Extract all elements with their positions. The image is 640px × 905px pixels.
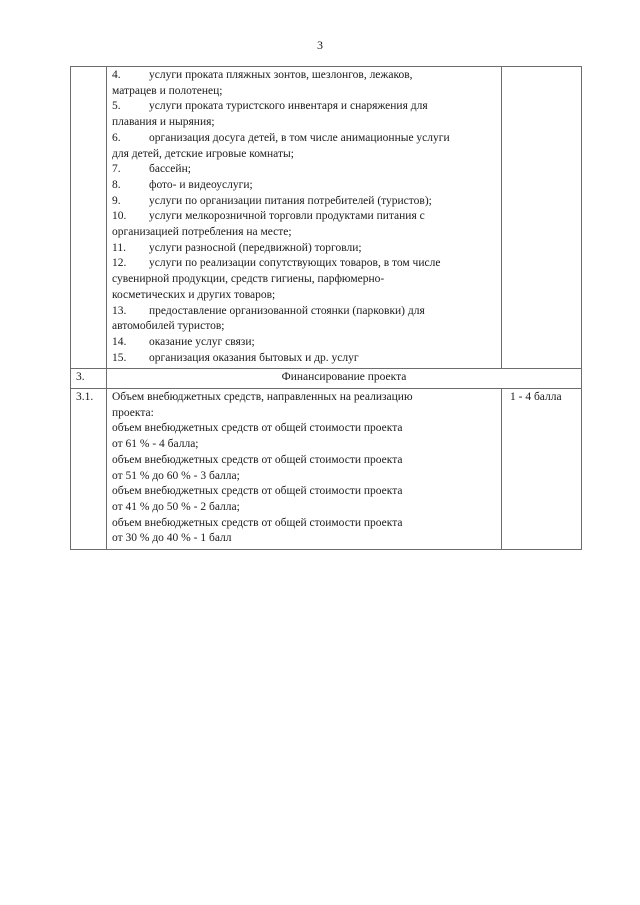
- criteria-table: [70, 66, 582, 550]
- section-title: Финансирование проекта: [107, 369, 582, 389]
- criterion-line: объем внебюджетных средств от общей стоимости проекта: [112, 453, 403, 466]
- item-text: организация оказания бытовых и др. услуг: [149, 351, 359, 364]
- list-item: [112, 209, 496, 240]
- criterion-line: объем внебюджетных средств от общей стоимости проекта: [112, 516, 403, 529]
- item-text-continuation: косметических и других товаров;: [112, 288, 276, 301]
- section-row: [71, 369, 582, 389]
- item-text: оказание услуг связи;: [149, 335, 255, 348]
- item-number: 8.: [112, 178, 121, 191]
- item-text-continuation: автомобилей туристов;: [112, 320, 225, 333]
- item-text: услуги по организации питания потребителей (туристов);: [149, 194, 432, 207]
- criterion-line: от 61 % - 4 балла;: [112, 438, 199, 451]
- item-text: услуги проката пляжных зонтов, шезлонгов, лежаков,: [149, 69, 413, 81]
- criterion-line: объем внебюджетных средств от общей стоимости проекта: [112, 422, 403, 435]
- item-text: услуги мелкорозничной торговли продуктами питания с: [149, 210, 425, 223]
- criterion-line: Объем внебюджетных средств, направленных на реализацию: [112, 391, 413, 404]
- item-number: 10.: [112, 210, 127, 223]
- list-item: [112, 131, 496, 162]
- list-item: [112, 68, 496, 99]
- item-text: услуги разносной (передвижной) торговли;: [149, 241, 362, 254]
- item-text-continuation: плавания и ныряния;: [112, 116, 215, 129]
- criterion-number: 3.1.: [71, 389, 107, 550]
- item-number: 9.: [112, 194, 121, 207]
- list-item: [112, 178, 496, 194]
- list-item: [112, 335, 496, 351]
- item-number: 7.: [112, 163, 121, 176]
- item-text: фото- и видеоуслуги;: [149, 178, 253, 191]
- page-number: 3: [317, 38, 323, 52]
- item-text-continuation: для детей, детские игровые комнаты;: [112, 147, 294, 160]
- list-item: [112, 351, 496, 367]
- item-number: 14.: [112, 335, 127, 348]
- item-text-continuation: сувенирной продукции, средств гигиены, парфюмерно-: [112, 273, 385, 286]
- item-number: 13.: [112, 304, 127, 317]
- criterion-line: от 30 % до 40 % - 1 балл: [112, 532, 232, 545]
- list-item: [112, 304, 496, 335]
- criterion-line: объем внебюджетных средств от общей стоимости проекта: [112, 485, 403, 498]
- item-text: организация досуга детей, в том числе анимационные услуги: [149, 131, 450, 144]
- list-item: [112, 241, 496, 257]
- item-text: бассейн;: [149, 163, 191, 176]
- item-text-continuation: матрацев и полотенец;: [112, 84, 223, 97]
- item-number: 4.: [112, 69, 121, 81]
- services-list-cell: [107, 67, 502, 369]
- criterion-line: проекта:: [112, 406, 154, 419]
- item-text: предоставление организованной стоянки (парковки) для: [149, 304, 425, 317]
- services-number-cell: [71, 67, 107, 369]
- list-item: [112, 99, 496, 130]
- list-item: [112, 162, 496, 178]
- item-number: 15.: [112, 351, 127, 364]
- criterion-score: 1 - 4 балла: [502, 389, 582, 550]
- criterion-line: от 41 % до 50 % - 2 балла;: [112, 500, 240, 513]
- item-number: 12.: [112, 257, 127, 270]
- services-row: [71, 67, 582, 369]
- criterion-line: от 51 % до 60 % - 3 балла;: [112, 469, 240, 482]
- item-number: 11.: [112, 241, 126, 254]
- criterion-row: [71, 389, 582, 550]
- item-number: 6.: [112, 131, 121, 144]
- item-text: услуги проката туристского инвентаря и снаряжения для: [149, 100, 428, 113]
- item-text: услуги по реализации сопутствующих товаров, в том числе: [149, 257, 441, 270]
- section-number: 3.: [71, 369, 107, 389]
- services-score-cell: [502, 67, 582, 369]
- criterion-description: [107, 389, 502, 550]
- list-item: [112, 256, 496, 303]
- item-text-continuation: организацией потребления на месте;: [112, 226, 292, 239]
- item-number: 5.: [112, 100, 121, 113]
- list-item: [112, 194, 496, 210]
